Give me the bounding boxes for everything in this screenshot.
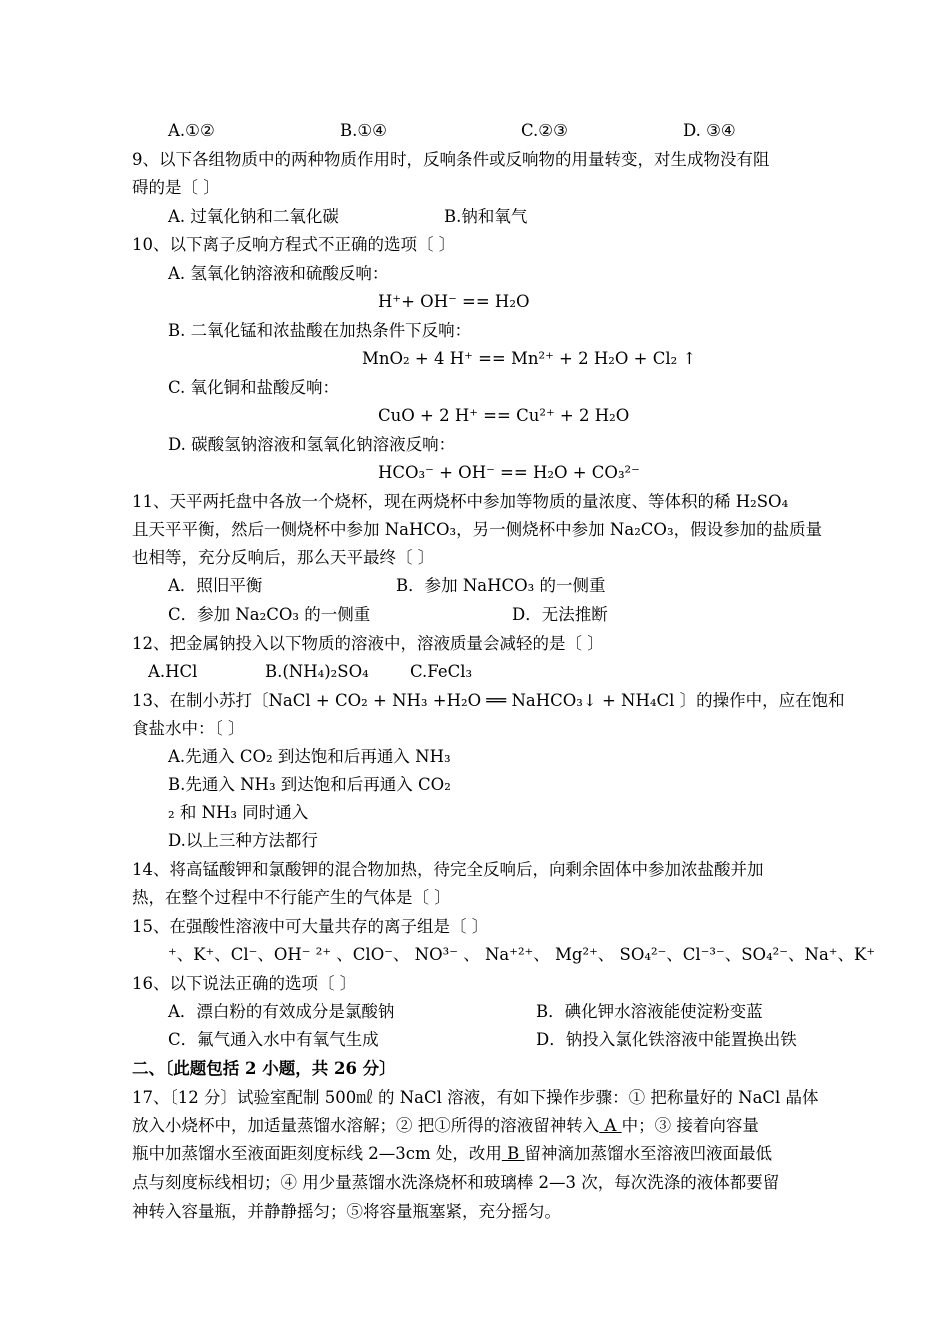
q17-blank-a: A bbox=[599, 1116, 622, 1135]
q10-option-c-equation: CuO + 2 H⁺ == Cu²⁺ + 2 H₂O bbox=[378, 406, 630, 425]
q13-option-b: B.先通入 NH₃ 到达饱和后再通入 CO₂ bbox=[168, 775, 451, 794]
q11-stem-line3: 也相等，充分反响后，那么天平最终〔 〕 bbox=[132, 548, 435, 567]
q17-line5: 神转入容量瓶，并静静摇匀；⑤将容量瓶塞紧，充分摇匀。 bbox=[132, 1202, 561, 1221]
q12-option-c: C.FeCl₃ bbox=[410, 662, 473, 681]
q9-stem-line2: 碍的是〔 〕 bbox=[132, 178, 220, 197]
q8-option-a: A.①② bbox=[168, 121, 215, 140]
q10-option-d-equation: HCO₃⁻ + OH⁻ == H₂O + CO₃²⁻ bbox=[378, 463, 640, 482]
q9-stem-line1: 9、以下各组物质中的两种物质作用时，反响条件或反响物的用量转变，对生成物没有阻 bbox=[132, 150, 770, 169]
q16-stem: 16、以下说法正确的选项〔 〕 bbox=[132, 974, 357, 993]
q9-option-a: A. 过氧化钠和二氧化碳 bbox=[168, 207, 339, 226]
q16-option-b: B．碘化钾水溶液能使淀粉变蓝 bbox=[536, 1002, 763, 1021]
q17-line3 bbox=[132, 1142, 772, 1166]
q11-option-b: B．参加 NaHCO₃ 的一侧重 bbox=[396, 576, 606, 595]
q10-option-c-label: C. 氧化铜和盐酸反响： bbox=[168, 378, 340, 397]
q16-option-c: C．氟气通入水中有氧气生成 bbox=[168, 1030, 379, 1049]
q14-stem-line2: 热，在整个过程中不行能产生的气体是〔 〕 bbox=[132, 888, 451, 907]
q13-option-a: A.先通入 CO₂ 到达饱和后再通入 NH₃ bbox=[168, 747, 451, 766]
q13-stem-line1: 13、在制小苏打〔NaCl + CO₂ + NH₃ +H₂O ══ NaHCO₃↓ + NH₄Cl 〕的操作中，应在饱和 bbox=[132, 691, 845, 710]
q14-stem-line1: 14、将高锰酸钾和氯酸钾的混合物加热，待完全反响后，向剩余固体中参加浓盐酸并加 bbox=[132, 860, 764, 879]
q17-line3-text-after: 留神滴加蒸馏水至溶液凹液面最低 bbox=[524, 1144, 772, 1163]
q11-option-a: A．照旧平衡 bbox=[168, 576, 263, 595]
q10-option-b-label: B. 二氧化锰和浓盐酸在加热条件下反响： bbox=[168, 321, 472, 340]
q15-ion-groups: ⁺、K⁺、Cl⁻、OH⁻ ²⁺ 、ClO⁻、 NO³⁻ 、 Na⁺²⁺、 Mg²⁺、 SO₄²⁻、Cl⁻³⁻、SO₄²⁻、Na⁺、K⁺ bbox=[168, 945, 876, 964]
section-two-heading: 二、〔此题包括 2 小题，共 26 分〕 bbox=[132, 1059, 396, 1078]
q17-line2-text: 放入小烧杯中，加适量蒸馏水溶解；② 把①所得的溶液留神转入 bbox=[132, 1116, 600, 1135]
q17-line4: 点与刻度标线相切；④ 用少量蒸馏水洗涤烧杯和玻璃棒 2—3 次，每次洗涤的液体都要留 bbox=[132, 1173, 780, 1192]
q12-option-b: B.(NH₄)₂SO₄ bbox=[265, 662, 369, 681]
q10-option-b-equation: MnO₂ + 4 H⁺ == Mn²⁺ + 2 H₂O + Cl₂ ↑ bbox=[362, 349, 697, 368]
q11-option-c: C．参加 Na₂CO₃ 的一侧重 bbox=[168, 605, 371, 624]
q10-option-d-label: D. 碳酸氢钠溶液和氢氧化钠溶液反响： bbox=[168, 435, 456, 454]
q8-option-b: B.①④ bbox=[340, 121, 387, 140]
q12-option-a: A.HCl bbox=[148, 662, 198, 681]
q12-stem: 12、把金属钠投入以下物质的溶液中，溶液质量会减轻的是〔 〕 bbox=[132, 634, 604, 653]
q16-option-a: A．漂白粉的有效成分是氯酸钠 bbox=[168, 1002, 395, 1021]
q10-option-a-equation: H⁺+ OH⁻ == H₂O bbox=[378, 292, 530, 311]
q8-option-d: D. ③④ bbox=[683, 121, 736, 140]
q17-line2-text-after: 中；③ 接着向容量 bbox=[621, 1116, 759, 1135]
q11-stem-line2: 且天平平衡，然后一侧烧杯中参加 NaHCO₃，另一侧烧杯中参加 Na₂CO₃，假设参加的盐质量 bbox=[132, 520, 823, 539]
q17-line2 bbox=[132, 1114, 759, 1138]
q17-line1: 17、〔12 分〕试验室配制 500㎖ 的 NaCl 溶液，有如下操作步骤：① 把称量好的 NaCl 晶体 bbox=[132, 1088, 819, 1107]
q10-stem: 10、以下离子反响方程式不正确的选项〔 〕 bbox=[132, 235, 456, 254]
q8-option-c: C.②③ bbox=[521, 121, 568, 140]
q9-option-b: B.钠和氧气 bbox=[444, 207, 528, 226]
q11-option-d: D．无法推断 bbox=[512, 605, 608, 624]
q16-option-d: D．钠投入氯化铁溶液中能置换出铁 bbox=[536, 1030, 797, 1049]
q17-line3-text: 瓶中加蒸馏水至液面距刻度标线 2—3cm 处，改用 bbox=[132, 1144, 502, 1163]
q13-option-c: ₂ 和 NH₃ 同时通入 bbox=[168, 803, 309, 822]
q13-stem-line2: 食盐水中：〔 〕 bbox=[132, 719, 245, 738]
q15-stem: 15、在强酸性溶液中可大量共存的离子组是〔 〕 bbox=[132, 917, 489, 936]
q10-option-a-label: A. 氢氧化钠溶液和硫酸反响： bbox=[168, 264, 389, 283]
q11-stem-line1: 11、天平两托盘中各放一个烧杯，现在两烧杯中参加等物质的量浓度、等体积的稀 H₂SO₄ bbox=[132, 492, 789, 511]
q13-option-d: D.以上三种方法都行 bbox=[168, 831, 318, 850]
q17-blank-b: B bbox=[501, 1144, 525, 1163]
